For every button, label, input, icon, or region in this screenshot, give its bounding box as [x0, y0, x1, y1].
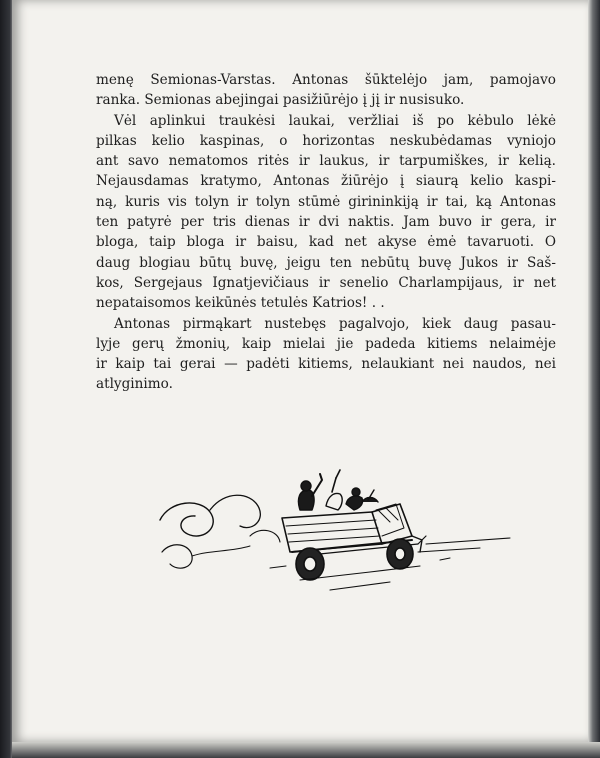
- page-edge-right: [588, 0, 600, 758]
- text-line: Nejausdamas kratymo, Antonas žiūrėjo į siaurą kelio kaspi-: [96, 173, 556, 190]
- paragraph-3: [96, 314, 556, 395]
- dust-swirl: [162, 545, 192, 568]
- text-line: ten patyrė per tris dienas ir dvi naktis. Jam buvo ir gera, ir: [96, 214, 556, 231]
- text-line: nepataisomos keikūnės tetulės Katrios! . .: [96, 295, 385, 312]
- dust-swirl: [210, 495, 260, 527]
- body-text: [96, 70, 556, 395]
- paragraph-2: [96, 111, 556, 314]
- dust-swirl: [160, 503, 213, 536]
- truck: [282, 504, 426, 580]
- text-line: ną, kuris vis tolyn ir tolyn stūmė girininkiją ir tai, ką Antonas: [96, 193, 556, 210]
- text-line: menę Semionas-Varstas. Antonas šūktelėjo jam, pamojavo: [96, 72, 556, 88]
- text-line: ir kaip tai gerai — padėti kitiems, nelaukiant nei naudos, nei: [96, 356, 556, 373]
- text-line: ranka. Semionas abejingai pasižiūrėjo į jį ir nusisuko.: [96, 92, 465, 109]
- passengers: [298, 470, 378, 510]
- text-line: Antonas pirmąkart nustebęs pagalvojo, kiek daug pasau-: [114, 315, 556, 332]
- text-line: kos, Sergejaus Ignatjevičiaus ir senelio Charlampijaus, ir net: [96, 274, 556, 291]
- text-line: lyje gerų žmonių, kaip mielai jie padeda kitiems nelaimėje: [96, 335, 556, 352]
- text-line: Vėl aplinkui traukėsi laukai, veržliai iš po kėbulo lėkė: [114, 112, 556, 129]
- paragraph-1: [96, 70, 556, 111]
- text-line: pilkas kelio kaspinas, o horizontas neskubėdamas vyniojo: [96, 132, 556, 149]
- text-line: bloga, taip bloga ir baisu, kad net akyse ėmė tavaruoti. O: [96, 234, 556, 251]
- text-line: ant savo nematomos ritės ir laukus, ir tarpumiškes, ir kelią.: [96, 153, 556, 170]
- dust-swirl: [192, 546, 250, 556]
- text-line: daug blogiau būtų buvę, jeigu ten nebūtų buvę Jukos ir Saš-: [96, 254, 556, 271]
- page-edge-bottom: [12, 742, 600, 758]
- truck-sketch-illustration: [150, 440, 530, 640]
- text-line: atlyginimo.: [96, 376, 173, 393]
- dust-swirl: [250, 530, 280, 542]
